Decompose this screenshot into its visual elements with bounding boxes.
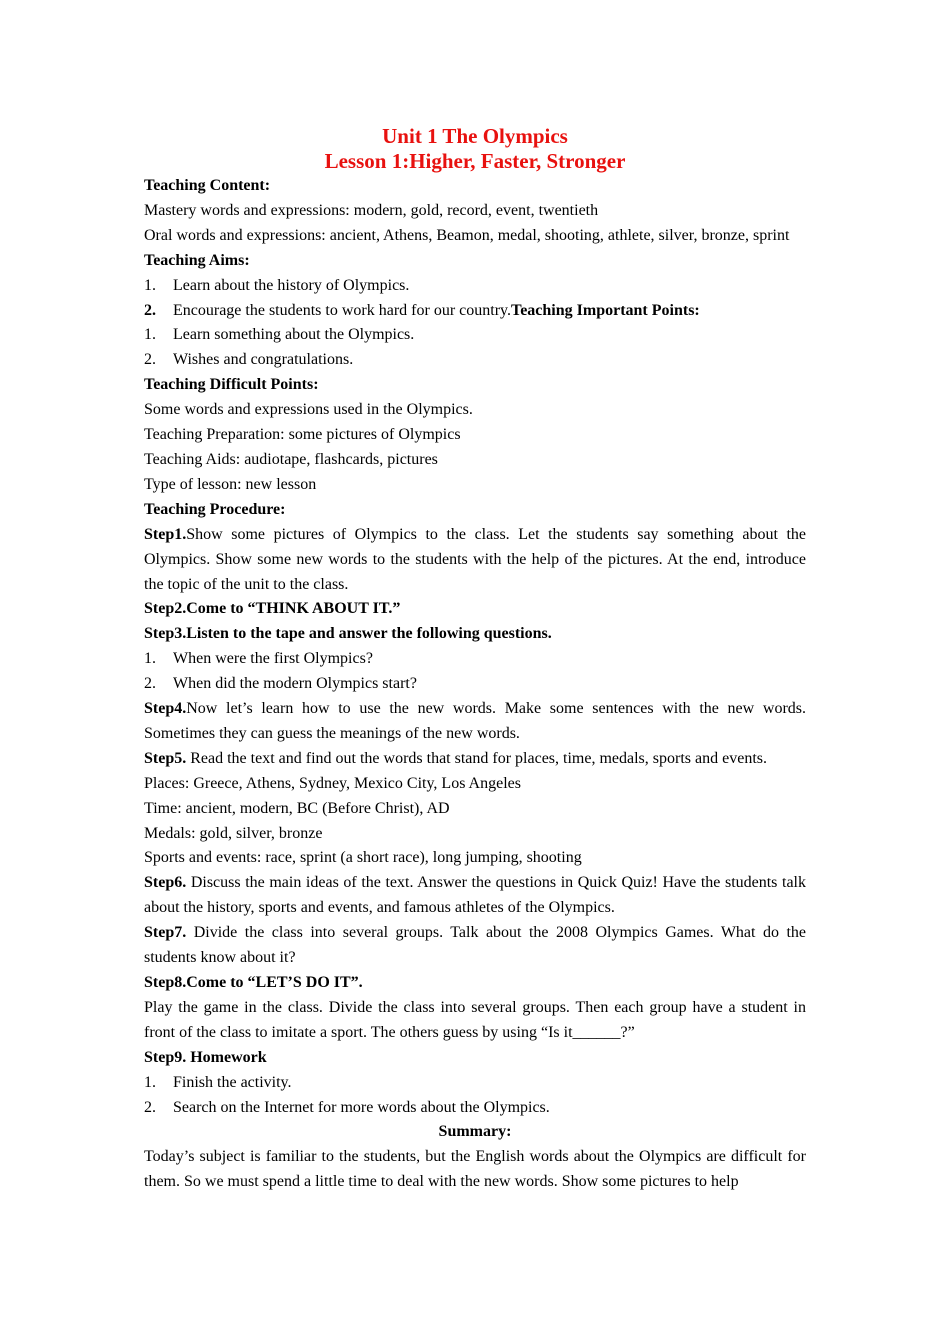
- lesson-title: Lesson 1:Higher, Faster, Stronger: [324, 149, 626, 173]
- unit-title: Unit 1 The Olympics: [382, 124, 568, 148]
- teaching-content-heading: Teaching Content:: [144, 177, 271, 194]
- step7: Step7. Divide the class into several groups. Talk about the 2008 Olympics Games. What do the students know about it?: [144, 924, 806, 967]
- difficult-text: Some words and expressions used in the Olympics.: [144, 401, 473, 419]
- places-text: Places: Greece, Athens, Sydney, Mexico City, Los Angeles: [144, 774, 521, 792]
- oral-words: Oral words and expressions: ancient, Athens, Beamon, medal, shooting, athlete, silver, bronze, sprint: [144, 226, 790, 244]
- list-item: 2. When did the modern Olympics start?: [144, 675, 417, 693]
- aids-text: Teaching Aids: audiotape, flashcards, pictures: [144, 450, 438, 468]
- step6: Step6. Discuss the main ideas of the text. Answer the questions in Quick Quiz! Have the students talk about the history, sports and events, and famous athletes of the Olympics.: [144, 874, 806, 917]
- lesson-type-text: Type of lesson: new lesson: [144, 475, 317, 493]
- teaching-difficult-heading: Teaching Difficult Points:: [144, 376, 319, 394]
- list-item: 1. Learn about the history of Olympics.: [144, 276, 410, 294]
- list-item: 1. Finish the activity.: [144, 1073, 292, 1091]
- mastery-words: Mastery words and expressions: modern, gold, record, event, twentieth: [144, 201, 599, 219]
- summary-heading: Summary:: [438, 1123, 512, 1141]
- list-item: 2. Encourage the students to work hard for our country.Teaching Important Points:: [144, 301, 700, 319]
- medals-text: Medals: gold, silver, bronze: [144, 824, 323, 842]
- step8: Step8.Come to “LET’S DO IT”.: [144, 974, 363, 991]
- list-item: 2. Search on the Internet for more words about the Olympics.: [144, 1098, 550, 1116]
- teaching-important-heading: Teaching Important Points:: [510, 301, 700, 319]
- step1: Step1.Show some pictures of Olympics to the class. Let the students say something about the Olympics. Show some new words to the students with the help of the pictures. At the end, introduce the topic of the unit to the class.: [144, 525, 806, 593]
- step9: Step9. Homework: [144, 1048, 267, 1066]
- procedure-heading: Teaching Procedure:: [144, 500, 286, 518]
- time-text: Time: ancient, modern, BC (Before Christ), AD: [144, 799, 450, 817]
- step8-text: Play the game in the class. Divide the class into several groups. Then each group have a student in front of the class to imitate a sport. The others guess by using “Is it______?”: [144, 998, 806, 1041]
- step4: Step4.Now let’s learn how to use the new words. Make some sentences with the new words. Sometimes they can guess the meanings of the new words.: [144, 700, 806, 742]
- list-item: 1. When were the first Olympics?: [144, 650, 373, 668]
- step3: Step3.Listen to the tape and answer the following questions.: [144, 625, 552, 643]
- sports-text: Sports and events: race, sprint (a short race), long jumping, shooting: [144, 849, 582, 867]
- teaching-aims-heading: Teaching Aims:: [144, 251, 250, 269]
- lesson-document: [144, 124, 806, 1195]
- step2: Step2.Come to “THINK ABOUT IT.”: [144, 600, 401, 618]
- list-item: 1. Learn something about the Olympics.: [144, 326, 415, 344]
- list-item: 2. Wishes and congratulations.: [144, 351, 354, 369]
- summary-text: Today’s subject is familiar to the students, but the English words about the Olympics are difficult for them. So we must spend a little time to deal with the new words. Show some pictures to help: [144, 1148, 806, 1191]
- step5: Step5. Read the text and find out the words that stand for places, time, medals, sports and events.: [144, 749, 767, 767]
- preparation-text: Teaching Preparation: some pictures of Olympics: [144, 426, 461, 444]
